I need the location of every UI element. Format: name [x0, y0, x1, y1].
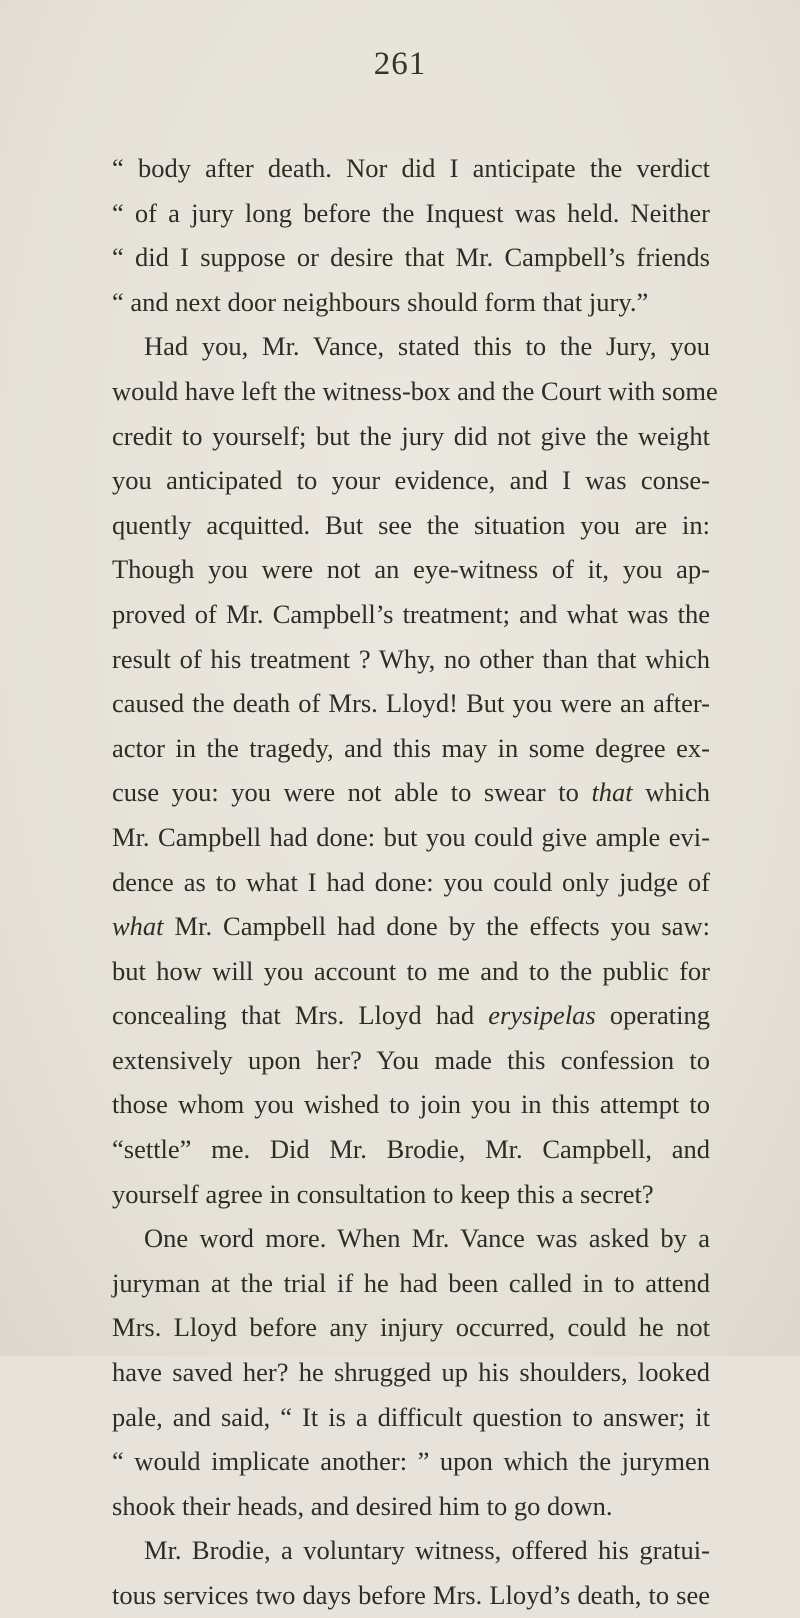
text-line: those whom you wished to join you in this attempt to	[112, 1089, 710, 1120]
text-line: Had you, Mr. Vance, stated this to the Jury, you	[144, 331, 710, 362]
text-line: One word more. When Mr. Vance was asked by a	[144, 1223, 710, 1254]
text-line: cuse you: you were not able to swear to that which	[112, 777, 710, 808]
text-line: “ of a jury long before the Inquest was held. Neither	[112, 197, 710, 228]
text-line: what Mr. Campbell had done by the effects you saw:	[112, 911, 710, 942]
text-line: “ and next door neighbours should form that jury.”	[112, 286, 649, 317]
page-number: 261	[373, 46, 427, 82]
text-line: Though you were not an eye-witness of it, you ap-	[112, 554, 710, 585]
body-text	[112, 146, 718, 1618]
text-line: Mr. Campbell had done: but you could give ample evi-	[112, 821, 710, 852]
italic-word: that	[591, 777, 633, 808]
text-line: result of his treatment ? Why, no other than that which	[112, 643, 710, 674]
text-line: caused the death of Mrs. Lloyd! But you were an after-	[112, 688, 710, 719]
text-line: yourself agree in consultation to keep this a secret?	[112, 1178, 654, 1209]
text-line: dence as to what I had done: you could only judge of	[112, 866, 710, 897]
text-line: Mrs. Lloyd before any injury occurred, could he not	[112, 1312, 710, 1343]
text-line: “settle” me. Did Mr. Brodie, Mr. Campbell, and	[112, 1134, 710, 1165]
text-line: quently acquitted. But see the situation you are in:	[112, 509, 710, 540]
text-line: “ did I suppose or desire that Mr. Campbell’s friends	[112, 242, 710, 273]
text-line: tous services two days before Mrs. Lloyd’s death, to see	[112, 1580, 710, 1610]
italic-word: erysipelas	[488, 1000, 596, 1031]
text-line: but how will you account to me and to the public for	[112, 955, 710, 986]
text-line: juryman at the trial if he had been called in to attend	[112, 1267, 710, 1298]
text-line: “ body after death. Nor did I anticipate the verdict	[112, 153, 710, 183]
text-line: pale, and said, “ It is a difficult question to answer; it	[112, 1401, 710, 1432]
text-line: Mr. Brodie, a voluntary witness, offered his gratui-	[144, 1535, 710, 1566]
text-line: proved of Mr. Campbell’s treatment; and what was the	[112, 598, 710, 629]
text-line: shook their heads, and desired him to go down.	[112, 1490, 613, 1521]
italic-word: what	[112, 911, 164, 942]
text-line: extensively upon her? You made this confession to	[112, 1044, 710, 1075]
text-line: concealing that Mrs. Lloyd had erysipelas operating	[112, 1000, 711, 1031]
text-line: you anticipated to your evidence, and I was conse-	[112, 465, 710, 496]
text-line: have saved her? he shrugged up his shoulders, looked	[112, 1357, 710, 1388]
text-line: actor in the tragedy, and this may in some degree ex-	[112, 732, 710, 763]
text-line: “ would implicate another: ” upon which the jurymen	[112, 1446, 710, 1477]
text-line: would have left the witness-box and the Court with some	[112, 375, 718, 406]
text-line: credit to yourself; but the jury did not give the weight	[112, 420, 710, 451]
